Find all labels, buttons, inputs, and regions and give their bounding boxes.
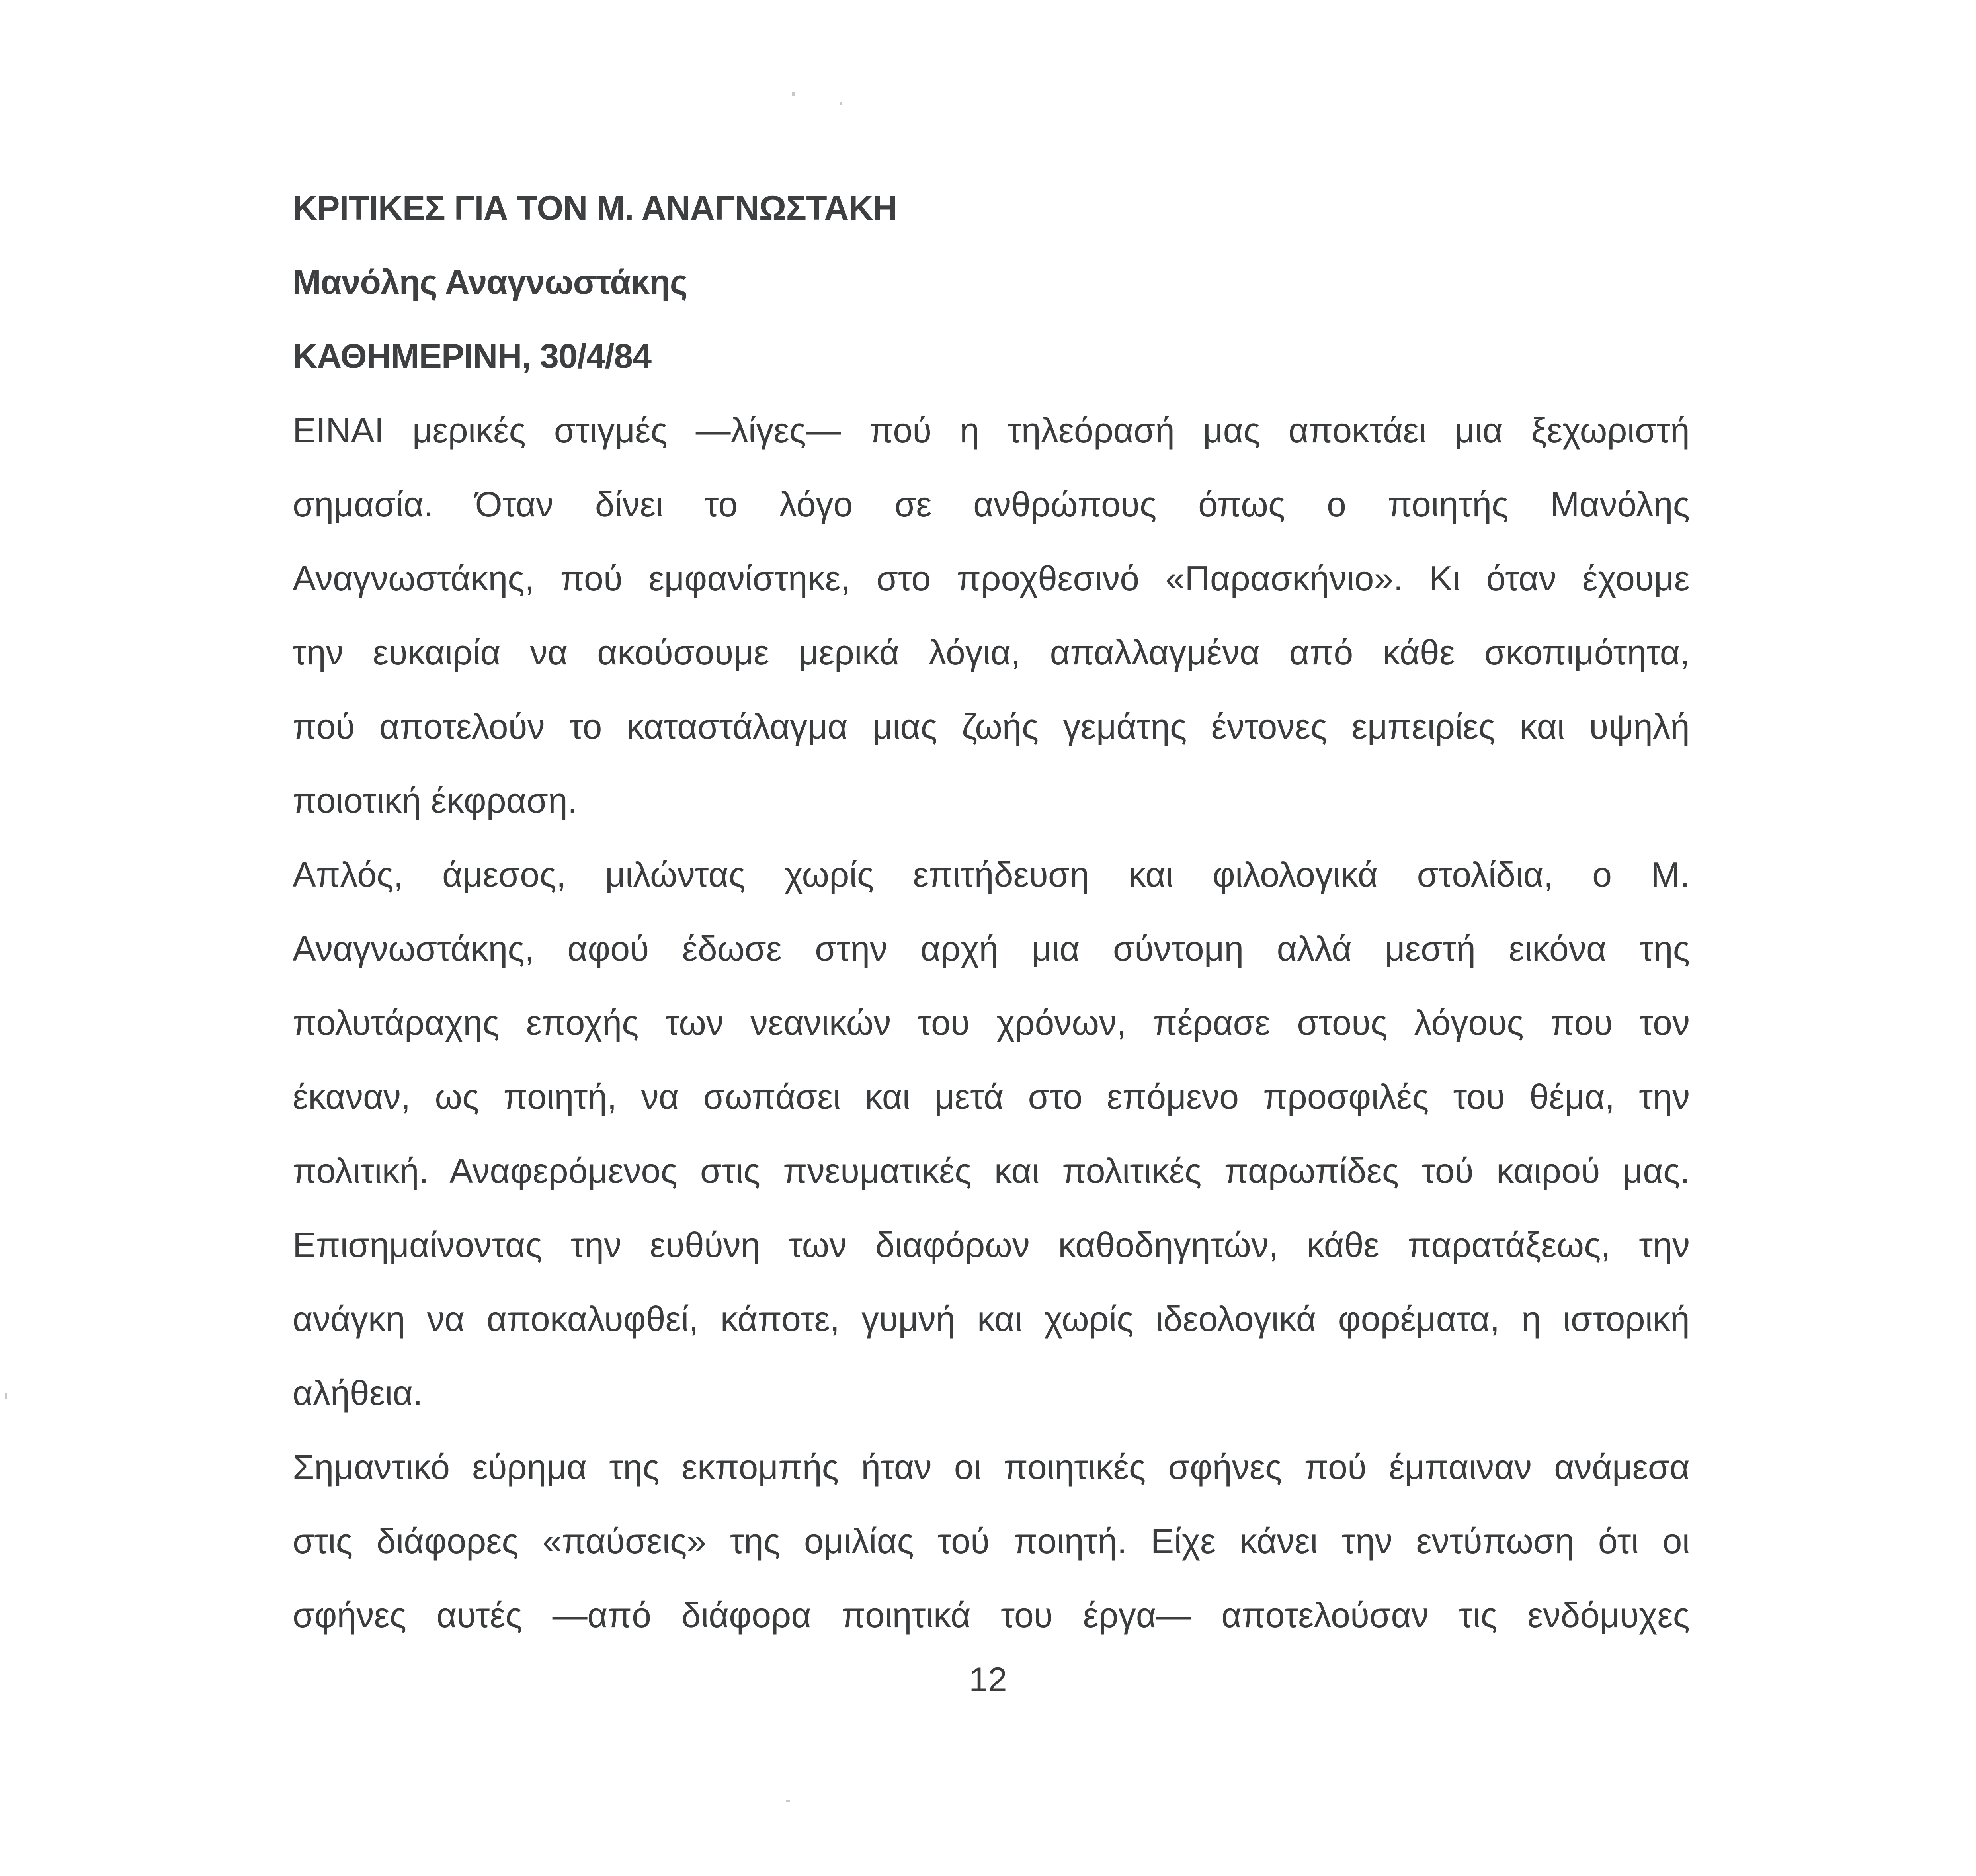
text-line: σφήνες αυτές —από διάφορα ποιητικά του έργα— αποτελούσαν τις ενδόμυχες: [293, 1595, 1690, 1635]
text-line: έκαναν, ως ποιητή, να σωπάσει και μετά στο επόμενο προσφιλές του θέμα, την: [293, 1077, 1690, 1116]
paragraph-1: [293, 393, 1690, 838]
text-line: αλήθεια.: [293, 1373, 423, 1413]
text-line: Αναγνωστάκης, αφού έδωσε στην αρχή μια σύντομη αλλά μεστή εικόνα της: [293, 929, 1690, 968]
scan-speck: [792, 92, 795, 96]
text-line: σημασία. Όταν δίνει το λόγο σε ανθρώπους όπως ο ποιητής Μανόλης: [293, 485, 1690, 524]
text-line: ποιοτική έκφραση.: [293, 781, 578, 820]
scan-speck: [5, 1393, 7, 1399]
text-line: πού αποτελούν το καταστάλαγμα μιας ζωής γεμάτης έντονες εμπειρίες και υψηλή: [293, 707, 1690, 746]
source-date: ΚΑΘΗΜΕΡΙΝΗ, 30/4/84: [293, 337, 652, 375]
text-line: Αναγνωστάκης, πού εμφανίστηκε, στο προχθεσινό «Παρασκήνιο». Κι όταν έχουμε: [293, 559, 1690, 598]
page-number: 12: [969, 1661, 1007, 1699]
text-line: πολυτάραχης εποχής των νεανικών του χρόνων, πέρασε στους λόγους που τον: [293, 1003, 1690, 1042]
section-title: ΚΡΙΤΙΚΕΣ ΓΙΑ ΤΟΝ Μ. ΑΝΑΓΝΩΣΤΑΚΗ: [293, 189, 897, 227]
text-line: την ευκαιρία να ακούσουμε μερικά λόγια, απαλλαγμένα από κάθε σκοπιμότητα,: [293, 633, 1690, 672]
text-line: πολιτική. Αναφερόμενος στις πνευματικές και πολιτικές παρωπίδες τού καιρού μας.: [293, 1151, 1690, 1190]
text-line: ΕΙΝΑΙ μερικές στιγμές —λίγες— πού η τηλεόρασή μας αποκτάει μια ξεχωριστή: [293, 410, 1690, 450]
text-line: Σημαντικό εύρημα της εκπομπής ήταν οι ποιητικές σφήνες πού έμπαιναν ανάμεσα: [293, 1447, 1690, 1487]
text-line: Απλός, άμεσος, μιλώντας χωρίς επιτήδευση και φιλολογικά στολίδια, ο Μ.: [293, 855, 1690, 894]
text-line: Επισημαίνοντας την ευθύνη των διαφόρων καθοδηγητών, κάθε παρατάξεως, την: [293, 1225, 1690, 1264]
text-line: στις διάφορες «παύσεις» της ομιλίας τού ποιητή. Είχε κάνει την εντύπωση ότι οι: [293, 1521, 1690, 1561]
scan-speck: [786, 1800, 790, 1802]
document-page: [293, 171, 1690, 1652]
author-name: Μανόλης Αναγνωστάκης: [293, 263, 687, 301]
text-line: ανάγκη να αποκαλυφθεί, κάποτε, γυμνή και χωρίς ιδεολογικά φορέματα, η ιστορική: [293, 1299, 1690, 1339]
paragraph-3: [293, 1430, 1690, 1652]
paragraph-2: [293, 838, 1690, 1430]
scan-speck: [840, 102, 842, 105]
